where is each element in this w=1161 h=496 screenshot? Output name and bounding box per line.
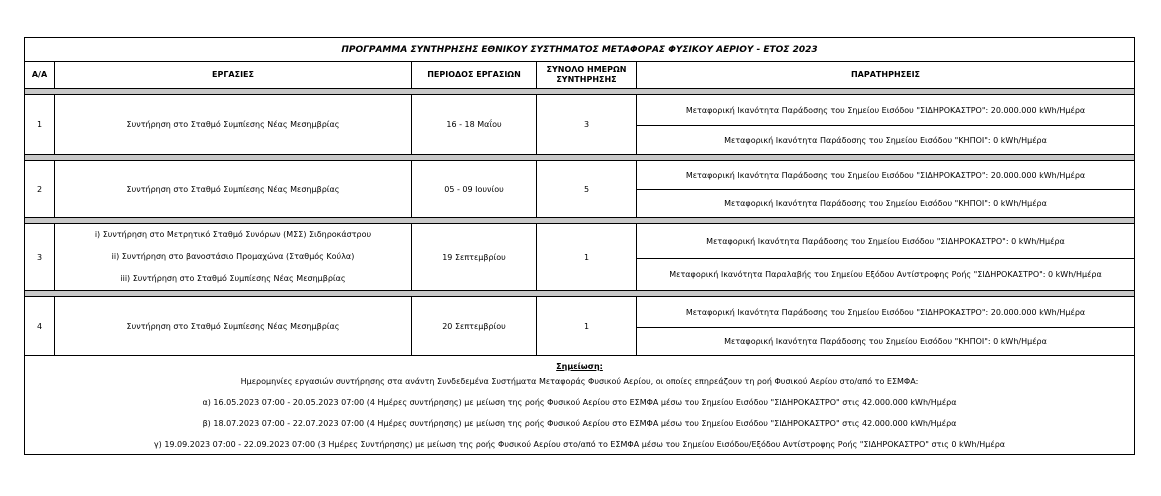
row-remark: Μεταφορική Ικανότητα Παράδοσης του Σημείου Εισόδου "ΣΙΔΗΡΟΚΑΣΤΡΟ": 0 kWh/Ημέρα bbox=[637, 224, 1135, 259]
row-remark: Μεταφορική Ικανότητα Παράδοσης του Σημείου Εισόδου "ΚΗΠΟΙ": 0 kWh/Ημέρα bbox=[637, 190, 1135, 218]
row-days: 1 bbox=[537, 297, 637, 356]
title-row bbox=[25, 38, 1135, 62]
note-title-text: Σημείωση bbox=[556, 361, 600, 371]
row-remark: Μεταφορική Ικανότητα Παράδοσης του Σημείου Εισόδου "ΣΙΔΗΡΟΚΑΣΤΡΟ": 20.000.000 kWh/Ημέρα bbox=[637, 297, 1135, 328]
works-line: Συντήρηση στο Σταθμό Συμπίεσης Νέας Μεσημβρίας bbox=[126, 184, 340, 194]
works-line: Συντήρηση στο Σταθμό Συμπίεσης Νέας Μεσημβρίας bbox=[126, 120, 340, 129]
header-days bbox=[537, 62, 637, 89]
works-line: i) Συντήρηση στο Μετρητικό Σταθμό Συνόρων (ΜΣΣ) Σιδηροκάστρου bbox=[94, 230, 372, 239]
row-works bbox=[55, 95, 412, 155]
row-number: 3 bbox=[25, 224, 55, 291]
row-period: 20 Σεπτεμβρίου bbox=[412, 297, 537, 356]
row-days: 3 bbox=[537, 95, 637, 155]
note-row bbox=[25, 356, 1135, 455]
header-days-line-2: ΣΥΝΤΗΡΗΣΗΣ bbox=[556, 75, 617, 84]
row-period: 19 Σεπτεμβρίου bbox=[412, 224, 537, 291]
row-works bbox=[55, 161, 412, 218]
row-remark: Μεταφορική Ικανότητα Παραλαβής του Σημείου Εξόδου Αντίστροφης Ροής "ΣΙΔΗΡΟΚΑΣΤΡΟ": 0 kWh/Ημέρα bbox=[637, 259, 1135, 291]
note-title: Σημείωση: bbox=[556, 361, 603, 371]
table-row bbox=[25, 161, 1135, 190]
row-days: 1 bbox=[537, 224, 637, 291]
note-line: γ) 19.09.2023 07:00 - 22.09.2023 07:00 (3 Ημέρες Συντήρησης) με μείωση της ροής Φυσικού Αερίου στο/από το ΕΣΜΦΑ μέσω του Σημείου Εισόδου/Εξόδου Αντίστροφης Ροής "ΣΙΔΗΡΟΚΑΣΤΡΟ" στις 0 kWh/Ημέρα bbox=[153, 439, 1006, 449]
table-title: ΠΡΟΓΡΑΜΜΑ ΣΥΝΤΗΡΗΣΗΣ ΕΘΝΙΚΟΥ ΣΥΣΤΗΜΑΤΟΣ ΜΕΤΑΦΟΡΑΣ ΦΥΣΙΚΟΥ ΑΕΡΙΟΥ - ΕΤΟΣ 2023 bbox=[25, 38, 1135, 62]
header-works: ΕΡΓΑΣΙΕΣ bbox=[55, 62, 412, 89]
row-days: 5 bbox=[537, 161, 637, 218]
table-row bbox=[25, 95, 1135, 126]
works-line: ii) Συντήρηση στο βανοστάσιο Προμαχώνα (Σταθμός Κούλα) bbox=[111, 252, 355, 261]
row-period: 16 - 18 Μαΐου bbox=[412, 95, 537, 155]
header-aa: Α/Α bbox=[25, 62, 55, 89]
header-row bbox=[25, 62, 1135, 89]
note-cell bbox=[25, 356, 1135, 455]
table-row bbox=[25, 297, 1135, 328]
header-remarks: ΠΑΡΑΤΗΡΗΣΕΙΣ bbox=[637, 62, 1135, 89]
note-line: β) 18.07.2023 07:00 - 22.07.2023 07:00 (4 Ημέρες συντήρησης) με μείωση της ροής Φυσικού Αερίου στο ΕΣΜΦΑ μέσω του Σημείου Εισόδου "ΣΙΔΗΡΟΚΑΣΤΡΟ" στις 42.000.000 kWh/Ημέρα bbox=[202, 418, 957, 428]
row-number: 4 bbox=[25, 297, 55, 356]
works-line: Συντήρηση στο Σταθμό Συμπίεσης Νέας Μεσημβρίας bbox=[126, 321, 340, 331]
note-line: Ημερομηνίες εργασιών συντήρησης στα ανάντη Συνδεδεμένα Συστήματα Μεταφοράς Φυσικού Αερίου, οι οποίες επηρεάζουν τη ροή Φυσικού Αερίου στο/από το ΕΣΜΦΑ: bbox=[240, 376, 919, 386]
row-remark: Μεταφορική Ικανότητα Παράδοσης του Σημείου Εισόδου "ΚΗΠΟΙ": 0 kWh/Ημέρα bbox=[637, 126, 1135, 155]
header-period: ΠΕΡΙΟΔΟΣ ΕΡΓΑΣΙΩΝ bbox=[412, 62, 537, 89]
table-row bbox=[25, 224, 1135, 259]
works-line: iii) Συντήρηση στο Σταθμό Συμπίεσης Νέας Μεσημβρίας bbox=[120, 274, 346, 283]
row-period: 05 - 09 Ιουνίου bbox=[412, 161, 537, 218]
row-remark: Μεταφορική Ικανότητα Παράδοσης του Σημείου Εισόδου "ΚΗΠΟΙ": 0 kWh/Ημέρα bbox=[637, 328, 1135, 356]
row-works bbox=[55, 297, 412, 356]
maintenance-schedule-table bbox=[24, 37, 1135, 455]
note-line: α) 16.05.2023 07:00 - 20.05.2023 07:00 (4 Ημέρες συντήρησης) με μείωση της ροής Φυσικού Αερίου στο ΕΣΜΦΑ μέσω του Σημείου Εισόδου "ΣΙΔΗΡΟΚΑΣΤΡΟ" στις 42.000.000 kWh/Ημέρα bbox=[202, 397, 957, 407]
row-remark: Μεταφορική Ικανότητα Παράδοσης του Σημείου Εισόδου "ΣΙΔΗΡΟΚΑΣΤΡΟ": 20.000.000 kWh/Ημέρα bbox=[637, 161, 1135, 190]
row-remark: Μεταφορική Ικανότητα Παράδοσης του Σημείου Εισόδου "ΣΙΔΗΡΟΚΑΣΤΡΟ": 20.000.000 kWh/Ημέρα bbox=[637, 95, 1135, 126]
header-days-line-1: ΣΥΝΟΛΟ ΗΜΕΡΩΝ bbox=[546, 65, 627, 74]
row-number: 2 bbox=[25, 161, 55, 218]
row-works bbox=[55, 224, 412, 291]
row-number: 1 bbox=[25, 95, 55, 155]
